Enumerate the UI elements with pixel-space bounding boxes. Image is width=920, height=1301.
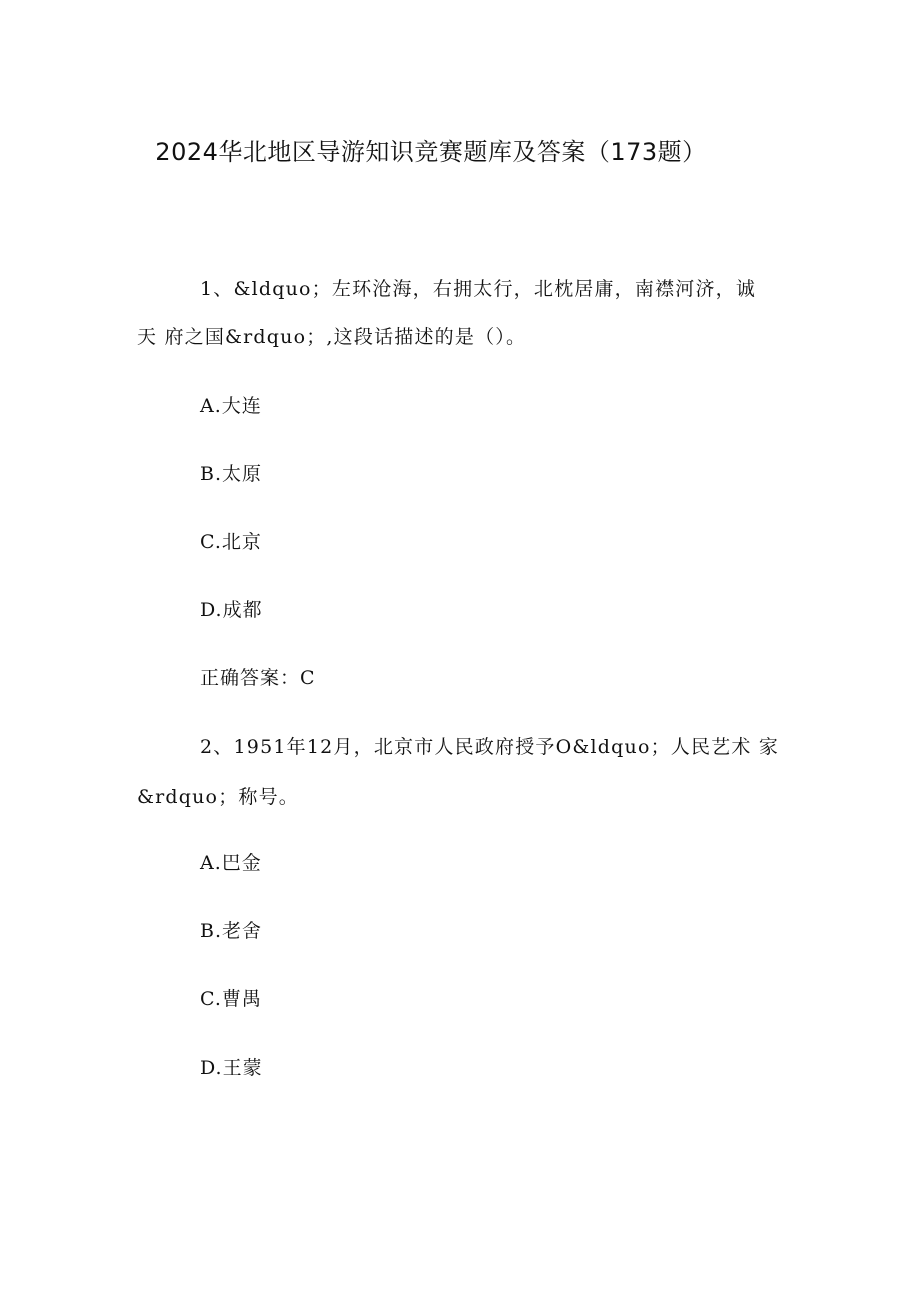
question-1-option-b: B.太原 xyxy=(200,463,263,485)
question-2-stem-line-2: &rdquo；称号。 xyxy=(137,786,299,808)
question-2-option-d: D.王蒙 xyxy=(200,1057,263,1079)
document-title: 2024华北地区导游知识竞赛题库及答案（173题） xyxy=(155,138,707,166)
question-1-option-c: C.北京 xyxy=(200,531,262,553)
question-1-option-d: D.成都 xyxy=(200,599,263,621)
question-2-stem-line-1: 2、1951年12月，北京市人民政府授予O&ldquo；人民艺术 家 xyxy=(200,736,780,758)
question-1-stem-line-2: 天 府之国&rdquo；,这段话描述的是（）。 xyxy=(137,326,527,348)
question-2-option-b: B.老舍 xyxy=(200,920,263,942)
question-2-option-a: A.巴金 xyxy=(200,852,262,874)
question-1-answer: 正确答案：C xyxy=(200,667,316,689)
question-1-stem-line-1: 1、&ldquo；左环沧海，右拥太行，北枕居庸，南襟河济，诚 xyxy=(200,278,757,300)
question-1-option-a: A.大连 xyxy=(200,395,262,417)
question-2-option-c: C.曹禺 xyxy=(200,988,262,1010)
